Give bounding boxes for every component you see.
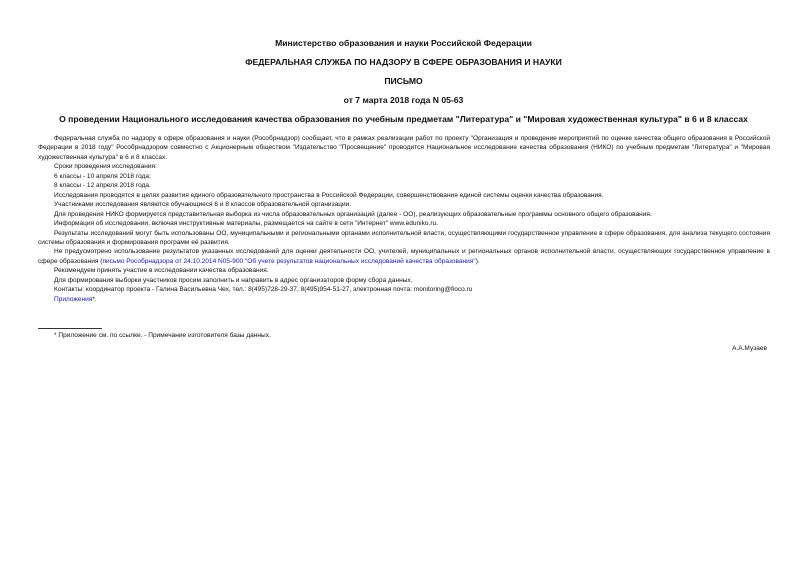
paragraph-contacts: Контакты: координатор проекта - Галина Васильевна Чех, тел.: 8(495)728-29-37, 8(495)954-51-27, электронная почта: monitoring@fioco.ru [54, 286, 473, 294]
paragraph-recommendation: Рекомендуем принять участие в исследовании качества образования. [54, 267, 269, 275]
footnote-divider [38, 328, 102, 329]
document-type: ПИСЬМО [384, 76, 423, 86]
restriction-text: Не предусмотрено использование результатов указанных исследований для оценки деятельности ОО, учителей, муниципальных и региональных органов исполнительной власти, осуществляющих государственное управление в сфере образования ( [38, 248, 770, 265]
restriction-text-end: ). [475, 257, 480, 265]
paragraph-dates-heading: Сроки проведения исследования: [54, 163, 157, 171]
paragraph-info: Информация об исследовании, включая инструктивные материалы, размещается на сайте в сети "Интернет" www.eduniko.ru. [54, 220, 438, 228]
footnote: * Приложение см. по ссылке. - Примечание изготовителя базы данных. [54, 332, 271, 339]
paragraph-participants: Участниками исследования являются обучающиеся 6 и 8 классов образовательной организации. [54, 201, 352, 209]
document-subject: О проведении Национального исследования качества образования по учебным предметам "Литература" и "Мировая художественная культура" в 6 и 8 классах [59, 114, 748, 124]
paragraph-intro: Федеральная служба по надзору в сфере образования и науки (Рособрнадзор) сообщает, что в рамках реализации работ по проекту "Организация и проведение мероприятий по оценке качества общего образования в Российской Федерации в 2018 году" Рособрнадзором совместно с Акционерным обществом "Издательство "Просвещение" проводится Национальное исследование качества образования (НИКО) по учебным предметам "Литература" и "Мировая художественная культура" в 6 и 8 классах. [38, 135, 770, 161]
signature: А.А.Музаев [732, 345, 767, 352]
paragraph-attachments [38, 295, 770, 304]
paragraph-sample: Для проведения НИКО формируется представительная выборка из числа образовательных организаций (далее - ОО), реализующих образовательные программы основного общего образования. [54, 210, 652, 218]
paragraph-results: Результаты исследований могут быть использованы ОО, муниципальными и региональными органами исполнительной власти, осуществляющими государственное управление в сфере образования, для анализа текущего состояния системы образования и формирования программ её развития. [38, 229, 770, 246]
attachments-mark: *. [92, 295, 97, 303]
rosobrnadzor-letter-link[interactable]: письмо Рособрнадзора от 24.10.2014 N05-900 "Об учете результатов национальных исследований качества образования" [102, 257, 476, 265]
paragraph-purpose: Исследования проводятся в целях развития единого образовательного пространства в Российской Федерации, совершенствования единой системы оценки качества образования. [54, 191, 604, 199]
paragraph-date-8: 8 классы - 12 апреля 2018 года. [54, 182, 151, 190]
paragraph-date-6: 6 классы - 10 апреля 2018 года; [54, 172, 151, 180]
ministry-title: Министерство образования и науки Российской Федерации [275, 38, 532, 48]
paragraph-form-request: Для формирования выборки участников просим заполнить и направить в адрес организаторов форму сбора данных. [54, 276, 413, 284]
paragraph-restriction [38, 247, 770, 266]
letter-body [38, 134, 770, 304]
attachments-link[interactable]: Приложения [54, 295, 93, 303]
service-title: ФЕДЕРАЛЬНАЯ СЛУЖБА ПО НАДЗОРУ В СФЕРЕ ОБРАЗОВАНИЯ И НАУКИ [245, 57, 562, 67]
document-date-number: от 7 марта 2018 года N 05-63 [343, 95, 464, 105]
